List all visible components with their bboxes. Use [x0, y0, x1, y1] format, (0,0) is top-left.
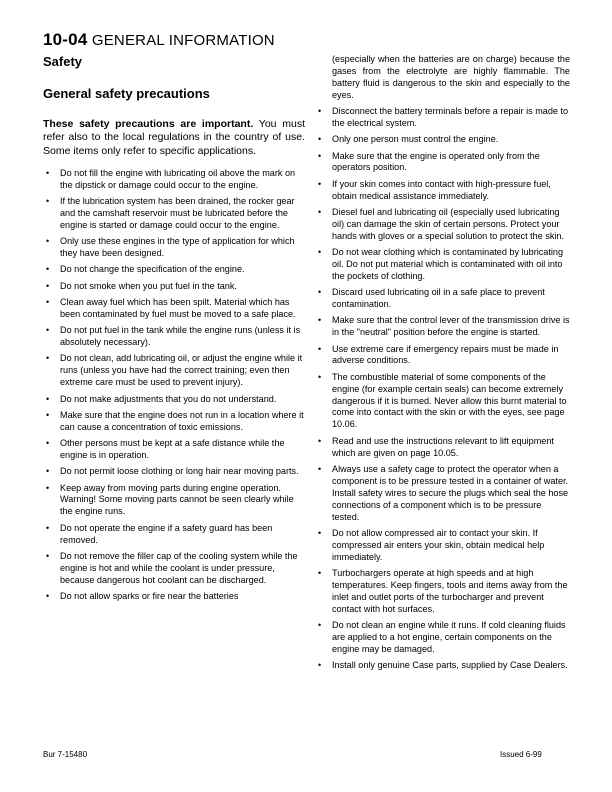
precaution-text: Do not smoke when you put fuel in the tank.: [60, 280, 237, 291]
bullet-icon: •: [46, 409, 50, 420]
precaution-item: [43, 325, 305, 349]
precaution-item: [43, 281, 305, 293]
bullet-icon: •: [318, 527, 322, 538]
precaution-text: Always use a safety cage to protect the operator when a component is to be pressure tested in a container of water. Install safety wires to secure the plugs which seal the hose connections of a component which is to be pressure tested.: [332, 463, 569, 522]
bullet-icon: •: [318, 206, 322, 217]
section-title: Safety: [43, 54, 83, 69]
precaution-item: [43, 483, 305, 519]
precaution-text: If the lubrication system has been drained, the rocker gear and the camshaft reservoir must be lubricated before the engine is started or damage could occur to the engine.: [60, 196, 295, 230]
precaution-item: [315, 620, 570, 656]
bullet-icon: •: [46, 590, 50, 601]
bullet-icon: •: [46, 236, 50, 247]
precaution-text: Use extreme care if emergency repairs must be made in adverse conditions.: [332, 343, 559, 366]
precaution-item: [315, 247, 570, 283]
precaution-text: Read and use the instructions relevant to lift equipment which are given on page 10.05.: [332, 435, 554, 458]
precaution-text: If your skin comes into contact with high-pressure fuel, obtain medical assistance immediately.: [332, 178, 551, 201]
precaution-text: Keep away from moving parts during engine operation. Warning! Some moving parts cannot be seen clearly while the engine runs.: [60, 482, 294, 517]
precaution-text: Make sure that the engine does not run in a location where it can cause a concentration of toxic emissions.: [60, 409, 304, 432]
precaution-item: [43, 264, 305, 276]
bullet-icon: •: [46, 297, 50, 307]
precaution-item: [43, 168, 305, 192]
bullet-icon: •: [46, 280, 50, 291]
bullet-icon: •: [318, 150, 322, 161]
precaution-text: Do not operate the engine if a safety guard has been removed.: [60, 522, 273, 545]
right-column: [315, 54, 570, 676]
bullet-icon: •: [46, 167, 50, 178]
precaution-item: [315, 151, 570, 175]
page-header: [43, 30, 275, 50]
precaution-text: Do not permit loose clothing or long hair near moving parts.: [60, 466, 299, 477]
precaution-item: [43, 236, 305, 260]
precaution-item: [315, 179, 570, 203]
precaution-item: [43, 591, 305, 603]
precaution-text: Do not clean an engine while it runs. If cold cleaning fluids are applied to a hot engine, certain components on the engine may be damaged.: [332, 619, 566, 654]
precaution-item: [315, 344, 570, 368]
precaution-text: Diesel fuel and lubricating oil (especially used lubricating oil) can damage the skin of certain persons. Protect your hands with gloves or a special solution to protect the skin.: [332, 206, 565, 241]
intro-bold: These safety precautions are important.: [43, 118, 254, 130]
bullet-icon: •: [318, 247, 322, 258]
precaution-item: [315, 436, 570, 460]
precaution-text: Do not remove the filler cap of the cooling system while the engine is hot and while the coolant is under pressure, because dangerous hot coolant can be discharged.: [60, 550, 298, 585]
bullet-icon: •: [46, 353, 50, 364]
bullet-icon: •: [46, 466, 50, 477]
precaution-item: [43, 353, 305, 389]
precaution-item: [315, 660, 570, 672]
precaution-item: [315, 528, 570, 564]
precaution-item: [315, 315, 570, 339]
footer-document-number: Bur 7-15480: [43, 750, 88, 759]
precaution-text: The combustible material of some components of the engine (for example certain seals) can become extremely dangerous if it is burned. Never allow this burnt material to come into contact with the skin or with the eyes, see page 10.06.: [332, 371, 567, 430]
precaution-text: Make sure that the engine is operated only from the operators position.: [332, 150, 540, 173]
precaution-text: Do not allow sparks or fire near the batteries: [60, 590, 239, 601]
precaution-item: [43, 466, 305, 478]
bullet-icon: •: [318, 134, 322, 145]
page-number: 10-04: [43, 30, 88, 49]
precaution-item: [315, 207, 570, 243]
bullet-icon: •: [318, 371, 322, 382]
bullet-icon: •: [318, 660, 322, 671]
precaution-item: [43, 394, 305, 406]
precaution-item: [315, 372, 570, 432]
bullet-icon: •: [318, 343, 322, 354]
bullet-icon: •: [46, 438, 50, 449]
intro-paragraph: [43, 118, 305, 158]
left-column: [43, 54, 305, 607]
bullet-icon: •: [318, 567, 322, 578]
precaution-text: Only one person must control the engine.: [332, 134, 499, 145]
bullet-icon: •: [46, 550, 50, 561]
precaution-text: Disconnect the battery terminals before a repair is made to the electrical system.: [332, 106, 569, 128]
bullet-icon: •: [318, 178, 322, 189]
footer-issue-date: Issued 6-99: [500, 750, 542, 759]
precaution-text: Do not make adjustments that you do not understand.: [60, 393, 277, 404]
precaution-text: Do not fill the engine with lubricating oil above the mark on the dipstick or damage could occur to the engine.: [60, 167, 296, 190]
precaution-item: [43, 551, 305, 587]
precaution-text: Do not clean, add lubricating oil, or adjust the engine while it runs (unless you have had the correct training; even then extreme care must be used to prevent injury).: [60, 353, 303, 388]
precaution-item: [315, 287, 570, 311]
bullet-icon: •: [46, 264, 50, 275]
precaution-text: Only use these engines in the type of application for which they have been designed.: [60, 236, 295, 259]
right-precautions-list: [315, 106, 570, 672]
intro-text: You must refer also to the local regulations in the country of use. Some items only refer to specific applications.: [43, 118, 305, 157]
bullet-icon: •: [318, 106, 322, 117]
precaution-text: Turbochargers operate at high speeds and at high temperatures. Keep fingers, tools and items away from the inlet and outlet ports of the turbocharger and prevent contact with hot surfaces.: [332, 567, 568, 614]
bullet-icon: •: [318, 619, 322, 630]
precaution-text: Clean away fuel which has been spilt. Material which has been contaminated by fuel must be moved to a safe place.: [60, 297, 296, 319]
bullet-icon: •: [46, 325, 50, 336]
bullet-icon: •: [46, 482, 50, 493]
subsection-title: General safety precautions: [43, 86, 210, 101]
bullet-icon: •: [318, 315, 322, 326]
precaution-item: [315, 106, 570, 130]
precaution-item: [315, 134, 570, 146]
right-continuation-text: (especially when the batteries are on charge) because the gases from the electrolyte are highly flammable. The battery fluid is dangerous to the skin and especially to the eyes.: [332, 54, 570, 100]
precaution-item: [43, 410, 305, 434]
precaution-item: [315, 464, 570, 524]
bullet-icon: •: [46, 196, 50, 207]
precaution-text: Make sure that the control lever of the transmission drive is in the "neutral" position before the engine is started.: [332, 315, 570, 338]
precaution-text: Other persons must be kept at a safe distance while the engine is in operation.: [60, 438, 285, 460]
precaution-text: Discard used lubricating oil in a safe place to prevent contamination.: [332, 287, 545, 310]
precaution-item: [43, 523, 305, 547]
precaution-item: [43, 438, 305, 462]
precaution-text: Do not change the specification of the engine.: [60, 264, 245, 275]
precaution-item: [315, 568, 570, 616]
bullet-icon: •: [46, 522, 50, 533]
bullet-icon: •: [46, 393, 50, 404]
precaution-text: Do not wear clothing which is contaminated by lubricating oil. Do not put material which is contaminated with oil into the pockets of clothing.: [332, 247, 564, 281]
precaution-text: Do not allow compressed air to contact your skin. If compressed air enters your skin, obtain medical help immediately.: [332, 527, 545, 562]
bullet-icon: •: [318, 435, 322, 446]
precaution-text: Install only genuine Case parts, supplied by Case Dealers.: [332, 660, 568, 671]
bullet-icon: •: [318, 287, 322, 298]
precaution-item: [43, 196, 305, 232]
precaution-item: [43, 297, 305, 321]
page-header-title: GENERAL INFORMATION: [91, 32, 275, 49]
bullet-icon: •: [318, 463, 322, 474]
left-precautions-list: [43, 168, 305, 603]
precaution-text: Do not put fuel in the tank while the engine runs (unless it is absolutely necessary).: [60, 325, 301, 348]
